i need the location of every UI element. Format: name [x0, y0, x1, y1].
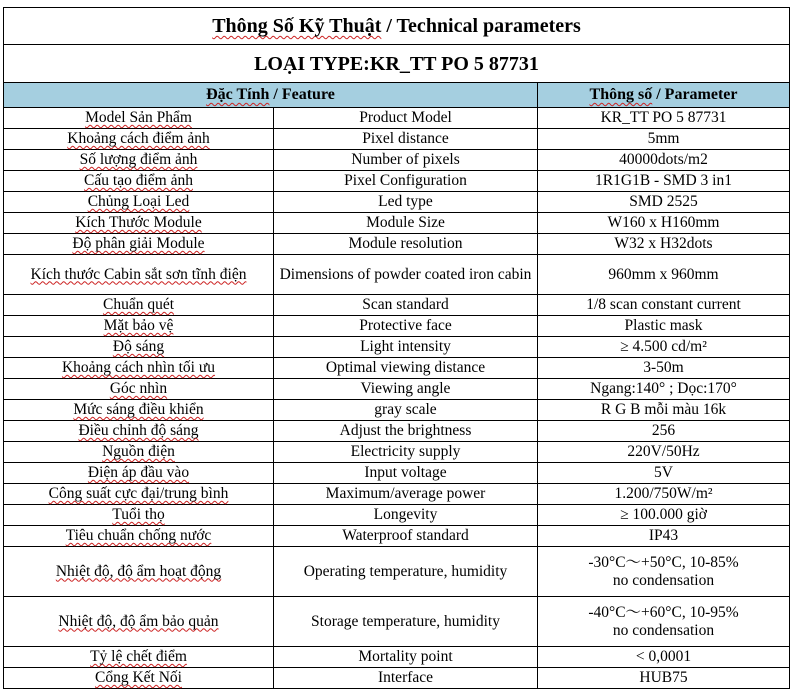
parameter-value-cell: 256: [538, 421, 790, 442]
table-row: [4, 150, 790, 171]
feature-en-cell: Pixel Configuration: [274, 171, 538, 192]
table-row: [4, 129, 790, 150]
parameter-value-cell: KR_TT PO 5 87731: [538, 108, 790, 129]
feature-vi-cell: Model Sản Phẩm: [4, 108, 274, 129]
table-row: [4, 442, 790, 463]
feature-en-cell: Scan standard: [274, 295, 538, 316]
feature-en-cell: Longevity: [274, 505, 538, 526]
feature-en-cell: Operating temperature, humidity: [274, 547, 538, 597]
feature-en-cell: Waterproof standard: [274, 526, 538, 547]
feature-en-cell: Mortality point: [274, 647, 538, 668]
feature-vi-cell: Tuổi thọ: [4, 505, 274, 526]
feature-vi-cell: Khoảng cách điểm ảnh: [4, 129, 274, 150]
spec-table: [3, 7, 790, 689]
parameter-value-cell: -40°C～+60°C, 10-95% no condensation: [538, 597, 790, 647]
feature-vi-cell: Khoảng cách nhìn tối ưu: [4, 358, 274, 379]
table-row: [4, 421, 790, 442]
parameter-value-cell: ≥ 100.000 giờ: [538, 505, 790, 526]
feature-en-cell: Viewing angle: [274, 379, 538, 400]
table-row: [4, 526, 790, 547]
title-row: [4, 8, 790, 45]
feature-vi-cell: Chuẩn quét: [4, 295, 274, 316]
type-row: [4, 45, 790, 83]
parameter-value-cell: 1.200/750W/m²: [538, 484, 790, 505]
parameter-value-cell: < 0,0001: [538, 647, 790, 668]
parameter-value-cell: Ngang:140° ; Dọc:170°: [538, 379, 790, 400]
feature-en-cell: Storage temperature, humidity: [274, 597, 538, 647]
table-row: [4, 463, 790, 484]
table-row: [4, 234, 790, 255]
feature-en-cell: Led type: [274, 192, 538, 213]
feature-en-cell: Product Model: [274, 108, 538, 129]
header-parameter: [538, 83, 790, 108]
feature-en-cell: Dimensions of powder coated iron cabin: [274, 255, 538, 295]
header-row: [4, 83, 790, 108]
feature-vi-cell: Cấu tạo điểm ảnh: [4, 171, 274, 192]
feature-en-cell: Module Size: [274, 213, 538, 234]
table-row: [4, 647, 790, 668]
parameter-value-cell: IP43: [538, 526, 790, 547]
parameter-value-cell: Plastic mask: [538, 316, 790, 337]
feature-vi-cell: Độ sáng: [4, 337, 274, 358]
feature-vi-cell: Kích thước Cabin sắt sơn tĩnh điện: [4, 255, 274, 295]
feature-vi-cell: Số lượng điểm ảnh: [4, 150, 274, 171]
parameter-value-cell: R G B mỗi màu 16k: [538, 400, 790, 421]
feature-en-cell: Interface: [274, 668, 538, 689]
feature-vi-cell: Nguồn điện: [4, 442, 274, 463]
parameter-value-cell: 5V: [538, 463, 790, 484]
feature-vi-cell: Nhiệt độ, độ ẩm bảo quản: [4, 597, 274, 647]
table-row: [4, 379, 790, 400]
table-row: [4, 337, 790, 358]
table-row: [4, 484, 790, 505]
table-title: [4, 8, 790, 45]
feature-vi-cell: Điện áp đầu vào: [4, 463, 274, 484]
table-row: [4, 358, 790, 379]
feature-en-cell: Light intensity: [274, 337, 538, 358]
feature-en-cell: Pixel distance: [274, 129, 538, 150]
feature-vi-cell: Góc nhìn: [4, 379, 274, 400]
table-row: [4, 668, 790, 689]
parameter-value-cell: ≥ 4.500 cd/m²: [538, 337, 790, 358]
title-vi: Thông Số Kỹ Thuật: [212, 15, 382, 37]
feature-vi-cell: Tỷ lệ chết điểm: [4, 647, 274, 668]
header-param-en: / Parameter: [652, 86, 738, 103]
feature-vi-cell: Độ phân giải Module: [4, 234, 274, 255]
feature-vi-cell: Tiêu chuẩn chống nước: [4, 526, 274, 547]
table-row: [4, 213, 790, 234]
feature-en-cell: Optimal viewing distance: [274, 358, 538, 379]
feature-vi-cell: Công suất cực đại/trung bình: [4, 484, 274, 505]
feature-vi-cell: Kích Thước Module: [4, 213, 274, 234]
parameter-value-cell: 40000dots/m2: [538, 150, 790, 171]
parameter-value-cell: 960mm x 960mm: [538, 255, 790, 295]
parameter-value-cell: 1/8 scan constant current: [538, 295, 790, 316]
title-en: / Technical parameters: [381, 15, 581, 37]
parameter-value-cell: SMD 2525: [538, 192, 790, 213]
feature-en-cell: Maximum/average power: [274, 484, 538, 505]
parameter-value-cell: 3-50m: [538, 358, 790, 379]
table-row: [4, 295, 790, 316]
header-param-vi: Thông số: [589, 86, 653, 103]
table-row: [4, 171, 790, 192]
type-label: LOẠI TYPE:: [254, 52, 370, 75]
parameter-value-cell: 5mm: [538, 129, 790, 150]
header-feature-en: / Feature: [269, 86, 335, 103]
feature-en-cell: Adjust the brightness: [274, 421, 538, 442]
feature-vi-cell: Chủng Loại Led: [4, 192, 274, 213]
product-type: [4, 45, 790, 83]
table-row: [4, 108, 790, 129]
feature-vi-cell: Nhiệt độ, độ ẩm hoạt động: [4, 547, 274, 597]
table-row: [4, 547, 790, 597]
feature-vi-cell: Mặt bảo vệ: [4, 316, 274, 337]
feature-en-cell: Protective face: [274, 316, 538, 337]
header-feature-vi: Đặc Tính: [206, 86, 270, 103]
table-row: [4, 597, 790, 647]
type-value: KR_TT PO 5 87731: [369, 52, 539, 75]
feature-vi-cell: Điều chỉnh độ sáng: [4, 421, 274, 442]
feature-en-cell: Number of pixels: [274, 150, 538, 171]
table-row: [4, 316, 790, 337]
feature-en-cell: gray scale: [274, 400, 538, 421]
table-row: [4, 255, 790, 295]
parameter-value-cell: W32 x H32dots: [538, 234, 790, 255]
table-row: [4, 400, 790, 421]
table-row: [4, 192, 790, 213]
feature-en-cell: Input voltage: [274, 463, 538, 484]
parameter-value-cell: -30°C～+50°C, 10-85% no condensation: [538, 547, 790, 597]
parameter-value-cell: W160 x H160mm: [538, 213, 790, 234]
feature-vi-cell: Cổng Kết Nối: [4, 668, 274, 689]
feature-en-cell: Module resolution: [274, 234, 538, 255]
feature-vi-cell: Mức sáng điều khiển: [4, 400, 274, 421]
feature-en-cell: Electricity supply: [274, 442, 538, 463]
parameter-value-cell: HUB75: [538, 668, 790, 689]
parameter-value-cell: 1R1G1B - SMD 3 in1: [538, 171, 790, 192]
parameter-value-cell: 220V/50Hz: [538, 442, 790, 463]
table-row: [4, 505, 790, 526]
header-feature: [4, 83, 538, 108]
